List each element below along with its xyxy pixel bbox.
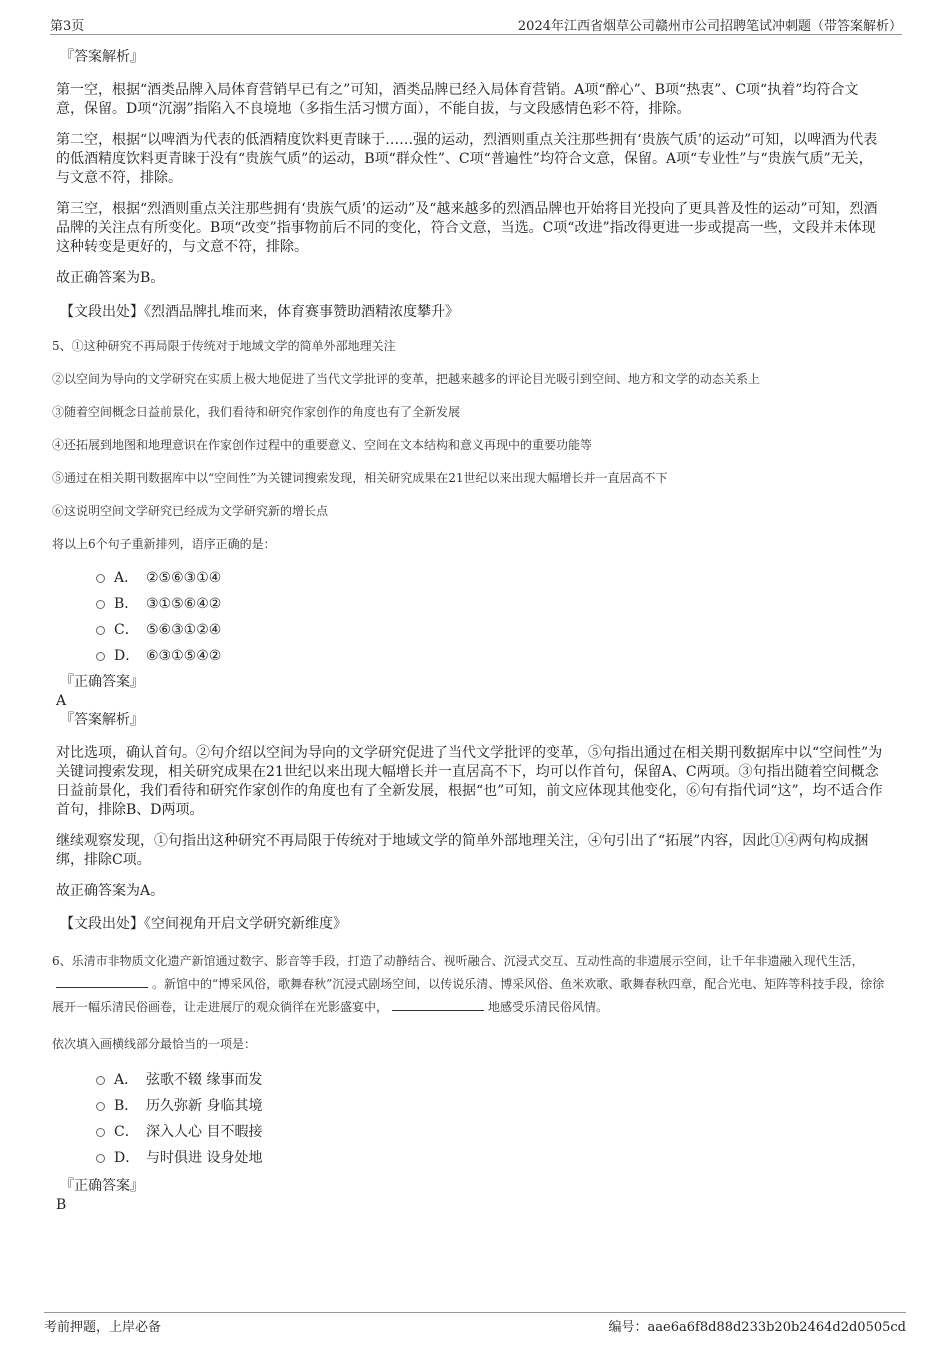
- fill-blank: [392, 998, 484, 1011]
- option-text: ②⑤⑥③①④: [146, 570, 222, 586]
- question-stem: [52, 950, 886, 1019]
- option-d[interactable]: [56, 1145, 886, 1171]
- answer-options: [56, 1067, 886, 1171]
- page-header: [50, 14, 902, 35]
- option-text: 弦歌不辍 缘事而发: [146, 1072, 263, 1088]
- option-a[interactable]: [56, 565, 886, 591]
- radio-icon[interactable]: [96, 1076, 105, 1085]
- analysis-paragraph: 对比选项，确认首句。②句介绍以空间为导向的文学研究促进了当代文学批评的变革，⑤句指出通过在相关期刊数据库中以“空间性”为关键词搜索发现，相关研究成果在21世纪以来出现大幅增长并一直居高不下，均可以作首句，保留A、C两项。③句指出随着空间概念日益前景化，我们看待和研究作家创作的角度也有了全新发展，根据“也”可知，前文应体现其他变化，⑥句有指代词“这”，均不适合作首句，排除B、D两项。: [56, 745, 883, 818]
- document-title: 2024年江西省烟草公司赣州市公司招聘笔试冲刺题（带答案解析）: [517, 19, 902, 34]
- option-text: 深入人心 目不暇接: [146, 1124, 263, 1140]
- correct-answer-label: 『正确答案』: [60, 674, 144, 690]
- option-letter: B．: [114, 596, 139, 612]
- conclusion: 故正确答案为B。: [56, 270, 165, 286]
- document-body: [52, 48, 886, 1215]
- page-number: 第3页: [50, 19, 85, 34]
- option-letter: D．: [114, 1150, 140, 1166]
- footer-slogan: 考前押题，上岸必备: [44, 1320, 162, 1335]
- option-letter: C．: [114, 622, 139, 638]
- analysis-paragraph: 继续观察发现，①句指出这种研究不再局限于传统对于地域文学的简单外部地理关注，④句引出了“拓展”内容，因此①④两句构成捆绑，排除C项。: [56, 833, 869, 868]
- option-letter: A．: [114, 570, 139, 586]
- source-citation: 【文段出处】《烈酒品牌扎堆而来，体育赛事赞助酒精浓度攀升》: [60, 304, 459, 320]
- option-text: ⑥③①⑤④②: [146, 648, 222, 664]
- option-b[interactable]: [56, 591, 886, 617]
- option-letter: B．: [114, 1098, 139, 1114]
- radio-icon[interactable]: [96, 652, 105, 661]
- analysis-paragraph: 第一空，根据“酒类品牌入局体育营销早已有之”可知，酒类品牌已经入局体育营销。A项“醉心”、B项“热衷”、C项“执着”均符合文意，保留。D项“沉溺”指陷入不良境地（多指生活习惯方面），不能自拔，与文段感情色彩不符，排除。: [56, 82, 859, 117]
- question-prompt: 将以上6个句子重新排列，语序正确的是：: [52, 537, 276, 551]
- correct-answer-label: 『正确答案』: [60, 1178, 144, 1194]
- correct-answer: B: [56, 1197, 67, 1213]
- answer-options: [56, 565, 886, 669]
- question-sentence: ⑤通过在相关期刊数据库中以“空间性”为关键词搜索发现，相关研究成果在21世纪以来出现大幅增长并一直居高不下: [52, 471, 668, 485]
- question-prompt: 依次填入画横线部分最恰当的一项是：: [52, 1037, 257, 1051]
- stem-part: 地感受乐清民俗风情。: [488, 1000, 609, 1014]
- question-sentence: ⑥这说明空间文学研究已经成为文学研究新的增长点: [52, 504, 329, 518]
- radio-icon[interactable]: [96, 1102, 105, 1111]
- question-sentence: 5、①这种研究不再局限于传统对于地域文学的简单外部地理关注: [52, 339, 396, 353]
- analysis-paragraph: 第二空，根据“以啤酒为代表的低酒精度饮料更青睐于……强的运动，烈酒则重点关注那些拥有‘贵族气质’的运动”可知，以啤酒为代表的低酒精度饮料更青睐于没有“贵族气质”的运动，B项“群众性”、C项“普遍性”均符合文意，保留。A项“专业性”与“贵族气质”无关，与文意不符，排除。: [56, 132, 878, 186]
- option-d[interactable]: [56, 643, 886, 669]
- correct-answer: A: [56, 693, 67, 709]
- radio-icon[interactable]: [96, 1154, 105, 1163]
- analysis-paragraph: 第三空，根据“烈酒则重点关注那些拥有‘贵族气质’的运动”及“越来越多的烈酒品牌也开始将目光投向了更具普及性的运动”可知，烈酒品牌的关注点有所变化。B项“改变”指事物前后不同的变化，符合文意，当选。C项“改进”指改得更进一步或提高一些，文段并未体现这种转变是更好的，与文意不符，排除。: [56, 201, 878, 255]
- option-letter: D．: [114, 648, 140, 664]
- document-id: 编号：aae6a6f8d88d233b20b2464d2d0505cd: [608, 1320, 906, 1335]
- fill-blank: [56, 975, 148, 988]
- question-sentence: ②以空间为导向的文学研究在实质上极大地促进了当代文学批评的变革，把越来越多的评论目光吸引到空间、地方和文学的动态关系上: [52, 372, 761, 386]
- option-text: 与时俱进 设身处地: [146, 1150, 263, 1166]
- option-b[interactable]: [56, 1093, 886, 1119]
- radio-icon[interactable]: [96, 574, 105, 583]
- option-c[interactable]: [56, 617, 886, 643]
- radio-icon[interactable]: [96, 626, 105, 635]
- option-letter: A．: [114, 1072, 139, 1088]
- option-text: ③①⑤⑥④②: [146, 596, 222, 612]
- radio-icon[interactable]: [96, 1128, 105, 1137]
- conclusion: 故正确答案为A。: [56, 883, 165, 899]
- option-text: ⑤⑥③①②④: [146, 622, 222, 638]
- option-text: 历久弥新 身临其境: [146, 1098, 263, 1114]
- option-letter: C．: [114, 1124, 139, 1140]
- stem-part: 6、乐清市非物质文化遗产新馆通过数字、影音等手段，打造了动静结合、视听融合、沉浸式交互、互动性高的非遗展示空间，让千年非遗融入现代生活，: [52, 954, 864, 968]
- question-sentence: ③随着空间概念日益前景化，我们看待和研究作家创作的角度也有了全新发展: [52, 405, 461, 419]
- source-citation: 【文段出处】《空间视角开启文学研究新维度》: [60, 916, 347, 932]
- radio-icon[interactable]: [96, 600, 105, 609]
- option-c[interactable]: [56, 1119, 886, 1145]
- option-a[interactable]: [56, 1067, 886, 1093]
- question-sentence: ④还拓展到地图和地理意识在作家创作过程中的重要意义、空间在文本结构和意义再现中的重要功能等: [52, 438, 593, 452]
- page-footer: [44, 1312, 906, 1333]
- analysis-label: 『答案解析』: [60, 712, 144, 728]
- stem-part: 。新馆中的“博采风俗，歌舞春秋”沉浸式剧场空间，以传说乐清、博采风俗、鱼米欢歌、歌舞春秋四章，配合光电、矩阵等科技手段，徐徐展开一幅乐清民俗画卷，让走进展厅的观众徜徉在光影盛宴中，: [52, 977, 885, 1014]
- analysis-label: 『答案解析』: [60, 49, 144, 65]
